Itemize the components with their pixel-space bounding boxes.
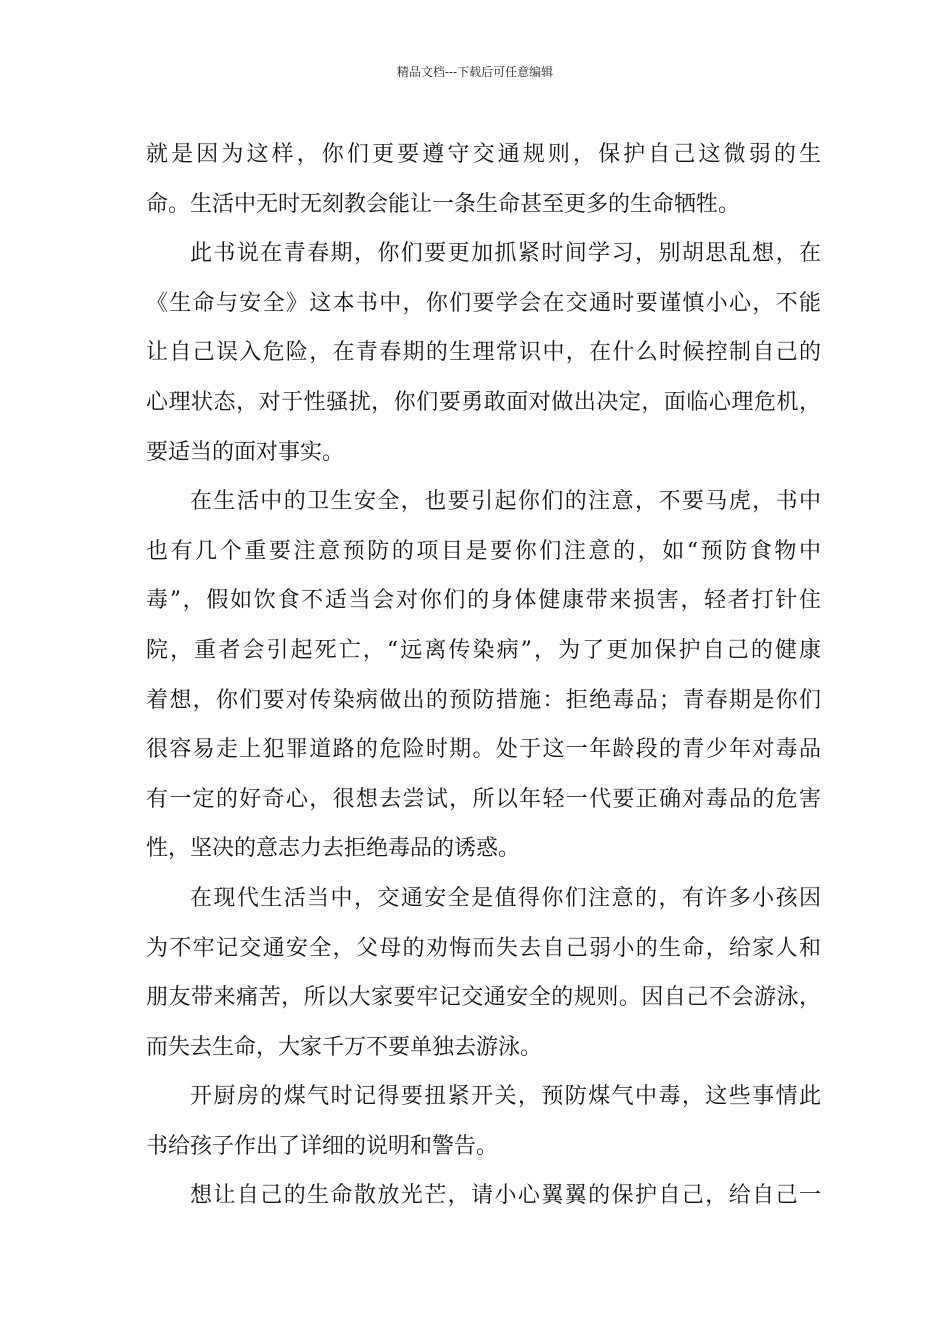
text-line: 性，坚决的意志力去拒绝毒品的诱惑。: [146, 836, 521, 862]
text-line: 书给孩子作出了详细的说明和警告。: [146, 1133, 499, 1159]
text-line: 命。生活中无时无刻教会能让一条生命甚至更多的生命牺牲。: [146, 191, 741, 217]
text-line: 此书说在青春期，你们要更加抓紧时间学习，别胡思乱想，在: [190, 241, 821, 267]
text-line: 在生活中的卫生安全，也要引起你们的注意，不要马虎，书中: [190, 489, 821, 515]
text-line: 朋友带来痛苦，所以大家要牢记交通安全的规则。因自己不会游泳，: [146, 985, 821, 1011]
text-line: 为不牢记交通安全，父母的劝悔而失去自己弱小的生命，给家人和: [146, 935, 821, 961]
text-line: 院，重者会引起死亡，“远离传染病”，为了更加保护自己的健康: [146, 637, 821, 663]
text-line: 有一定的好奇心，很想去尝试，所以年轻一代要正确对毒品的危害: [146, 786, 821, 812]
text-line: 开厨房的煤气时记得要扭紧开关，预防煤气中毒，这些事情此: [190, 1084, 821, 1110]
text-line: 毒”，假如饮食不适当会对你们的身体健康带来损害，轻者打针住: [146, 588, 821, 614]
text-line: 也有几个重要注意预防的项目是要你们注意的，如“预防食物中: [146, 538, 821, 564]
text-line: 而失去生命，大家千万不要单独去游泳。: [146, 1034, 543, 1060]
document-body: [146, 130, 821, 1221]
text-line: 就是因为这样，你们更要遵守交通规则，保护自己这微弱的生: [146, 142, 821, 167]
text-line: 心理状态，对于性骚扰，你们要勇敢面对做出决定，面临心理危机，: [146, 389, 821, 415]
page-header: 精品文档---下载后可任意编辑: [396, 65, 554, 79]
text-line: 在现代生活当中，交通安全是值得你们注意的，有许多小孩因: [190, 885, 821, 911]
text-line: 要适当的面对事实。: [146, 439, 345, 465]
text-line: 想让自己的生命散放光芒，请小心翼翼的保护自己，给自己一: [190, 1183, 821, 1209]
text-line: 让自己误入危险，在青春期的生理常识中，在什么时候控制自己的: [146, 340, 821, 366]
text-line: 《生命与安全》这本书中，你们要学会在交通时要谨慎小心，不能: [146, 290, 821, 316]
text-line: 很容易走上犯罪道路的危险时期。处于这一年龄段的青少年对毒品: [146, 737, 821, 763]
text-line: 着想，你们要对传染病做出的预防措施：拒绝毒品；青春期是你们: [146, 687, 821, 713]
